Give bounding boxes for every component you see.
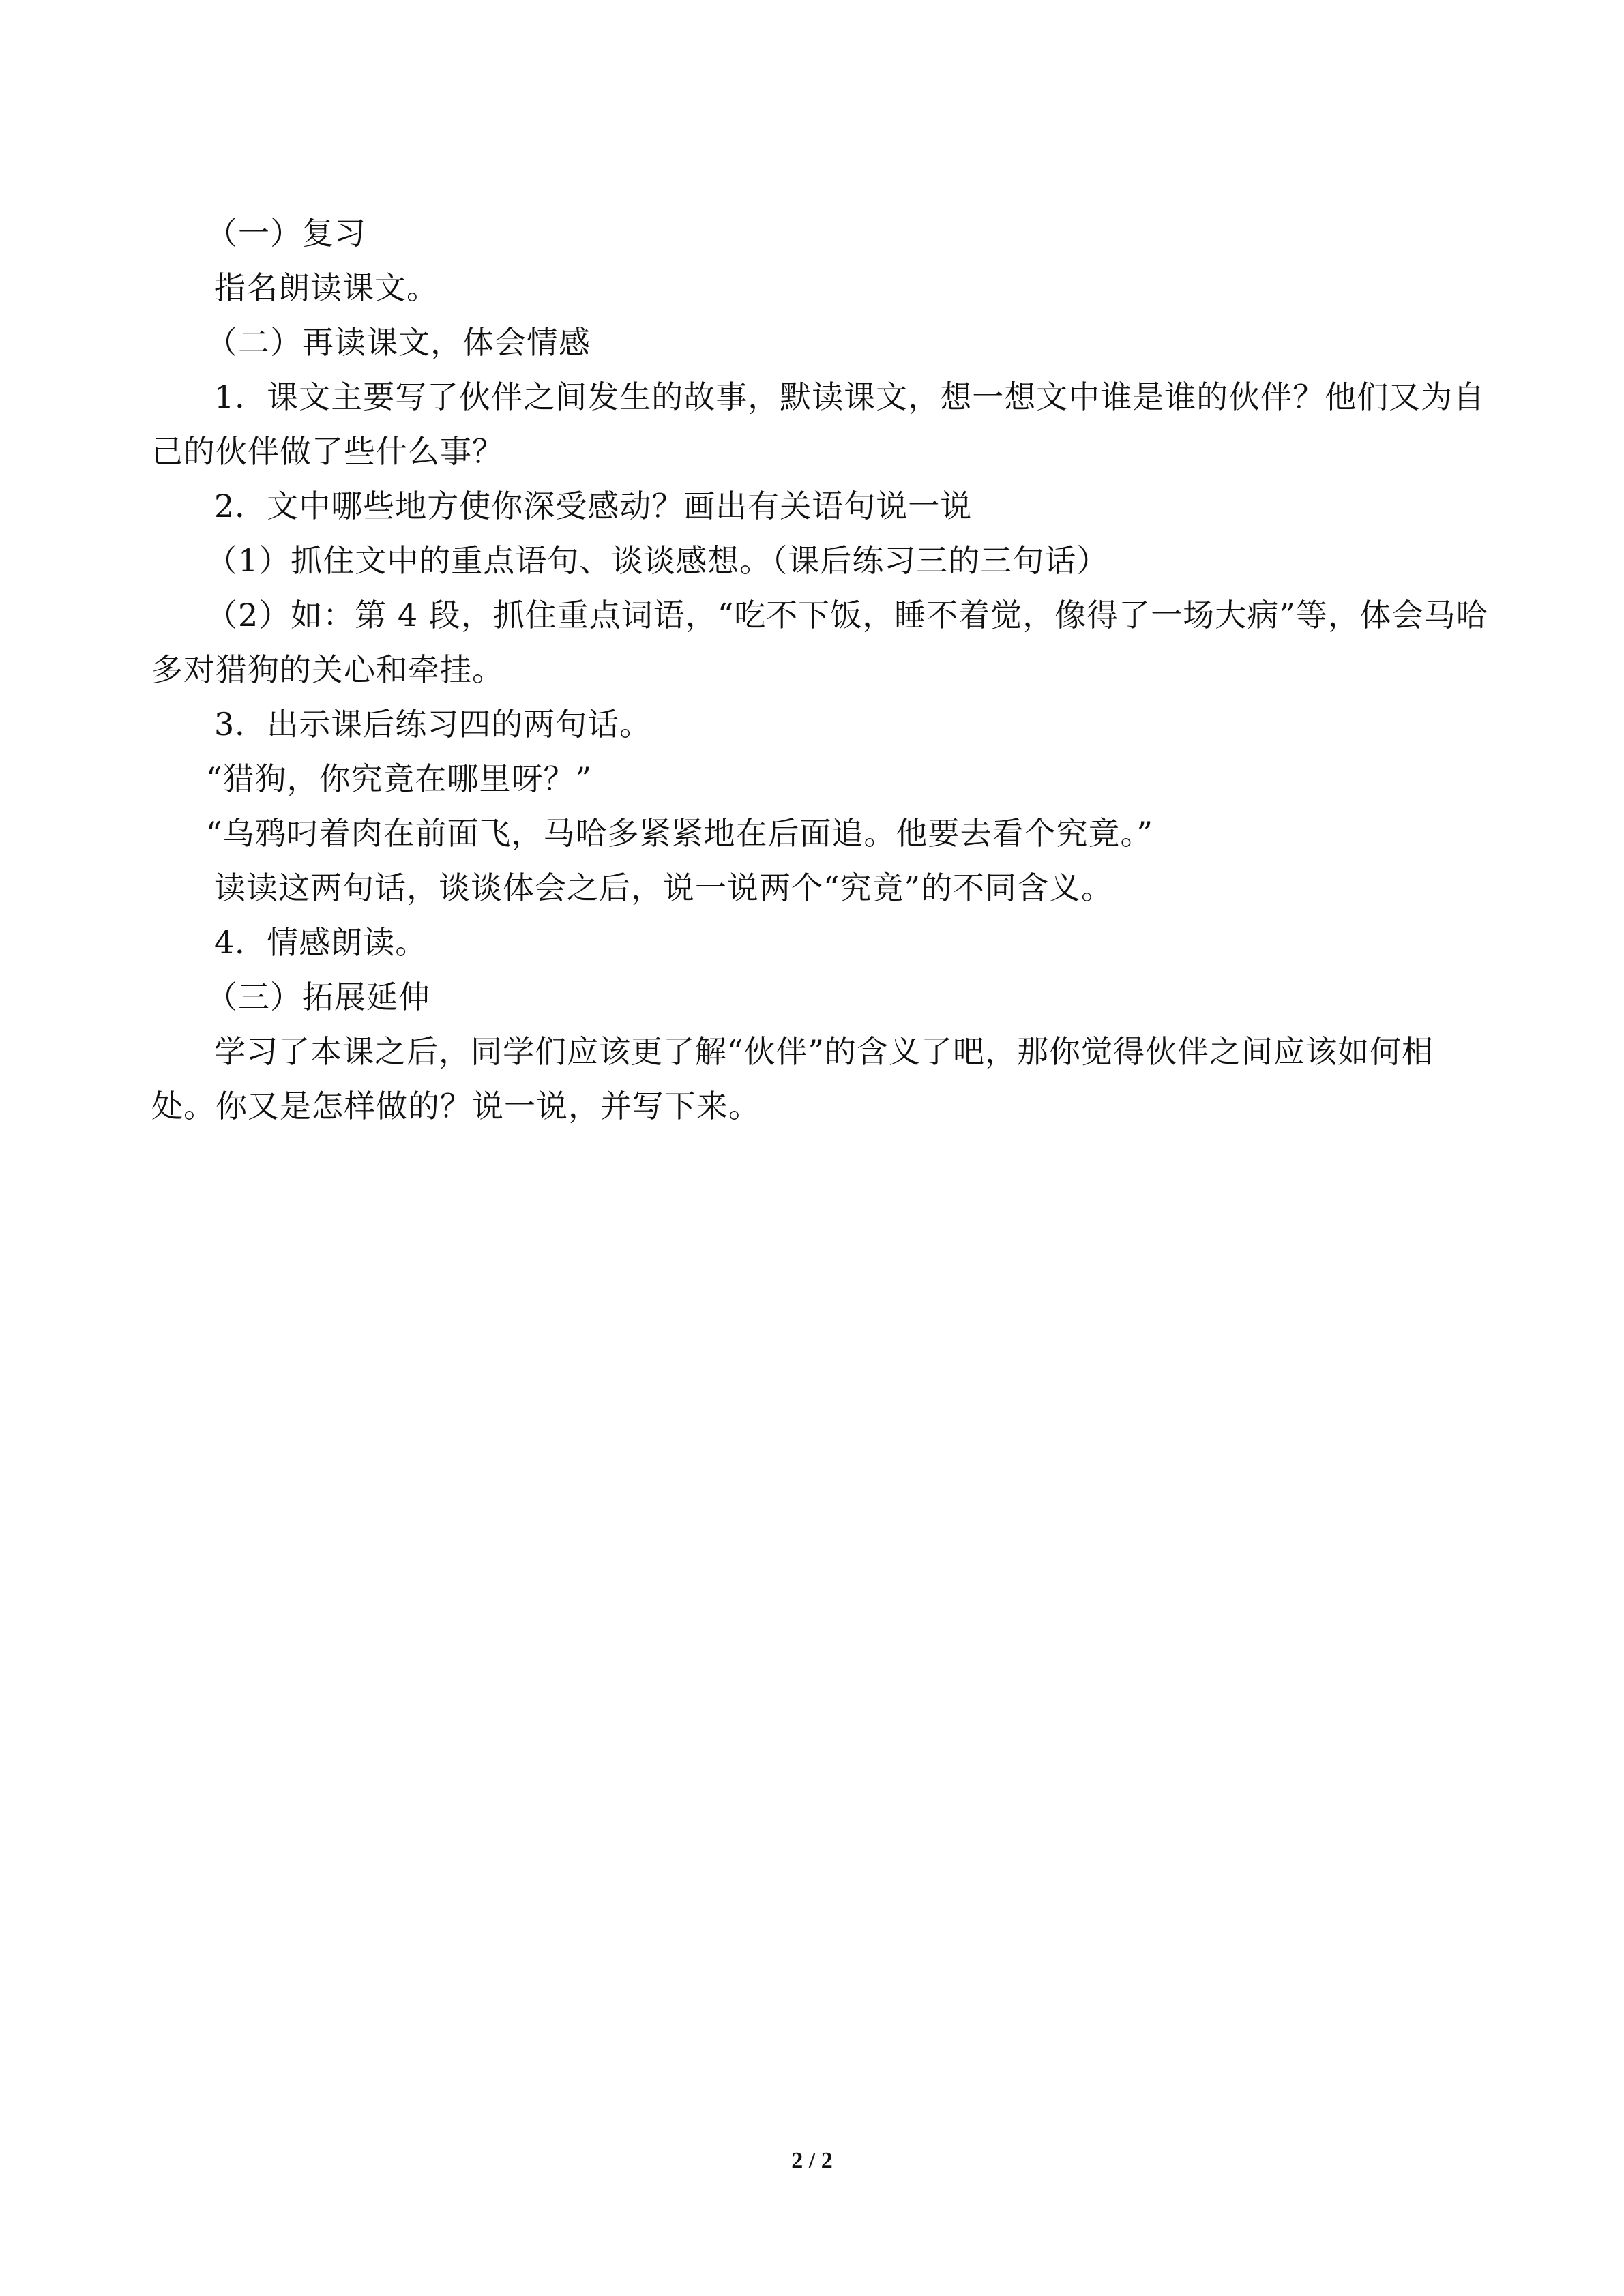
quote-line: “猎狗，你究竟在哪里呀？” — [206, 760, 593, 797]
document-body — [151, 206, 1488, 1133]
quote-line: “乌鸦叼着肉在前面飞，马哈多紧紧地在后面追。他要去看个究竟。” — [206, 815, 1154, 852]
paragraph: 读读这两句话，谈谈体会之后，说一说两个“究竟”的不同含义。 — [214, 869, 1114, 906]
paragraph: 4．情感朗读。 — [214, 924, 428, 961]
paragraph: （1）抓住文中的重点语句、谈谈感想。（课后练习三的三句话） — [206, 542, 1109, 579]
paragraph: 3．出示课后练习四的两句话。 — [214, 706, 652, 743]
paragraph: 指名朗读课文。 — [214, 269, 439, 306]
section-heading-review: （一）复习 — [206, 215, 366, 252]
paragraph: 2．文中哪些地方使你深受感动？画出有关语句说一说 — [214, 488, 973, 524]
paragraph: 学习了本课之后，同学们应该更了解“伙伴”的含义了吧，那你觉得伙伴之间应该如何相处。你又是怎样做的？说一说，并写下来。 — [151, 1033, 1434, 1124]
section-heading-reread: （二）再读课文，体会情感 — [206, 324, 591, 361]
page-number: 2 / 2 — [791, 2148, 833, 2173]
section-heading-extension: （三）拓展延伸 — [206, 979, 430, 1015]
paragraph: 1．课文主要写了伙伴之间发生的故事，默读课文，想一想文中谁是谁的伙伴？他们又为自己的伙伴做了些什么事？ — [151, 378, 1486, 470]
paragraph: （2）如：第 4 段，抓住重点词语，“吃不下饭，睡不着觉，像得了一场大病”等，体会马哈多对猎狗的关心和牵挂。 — [151, 597, 1488, 688]
